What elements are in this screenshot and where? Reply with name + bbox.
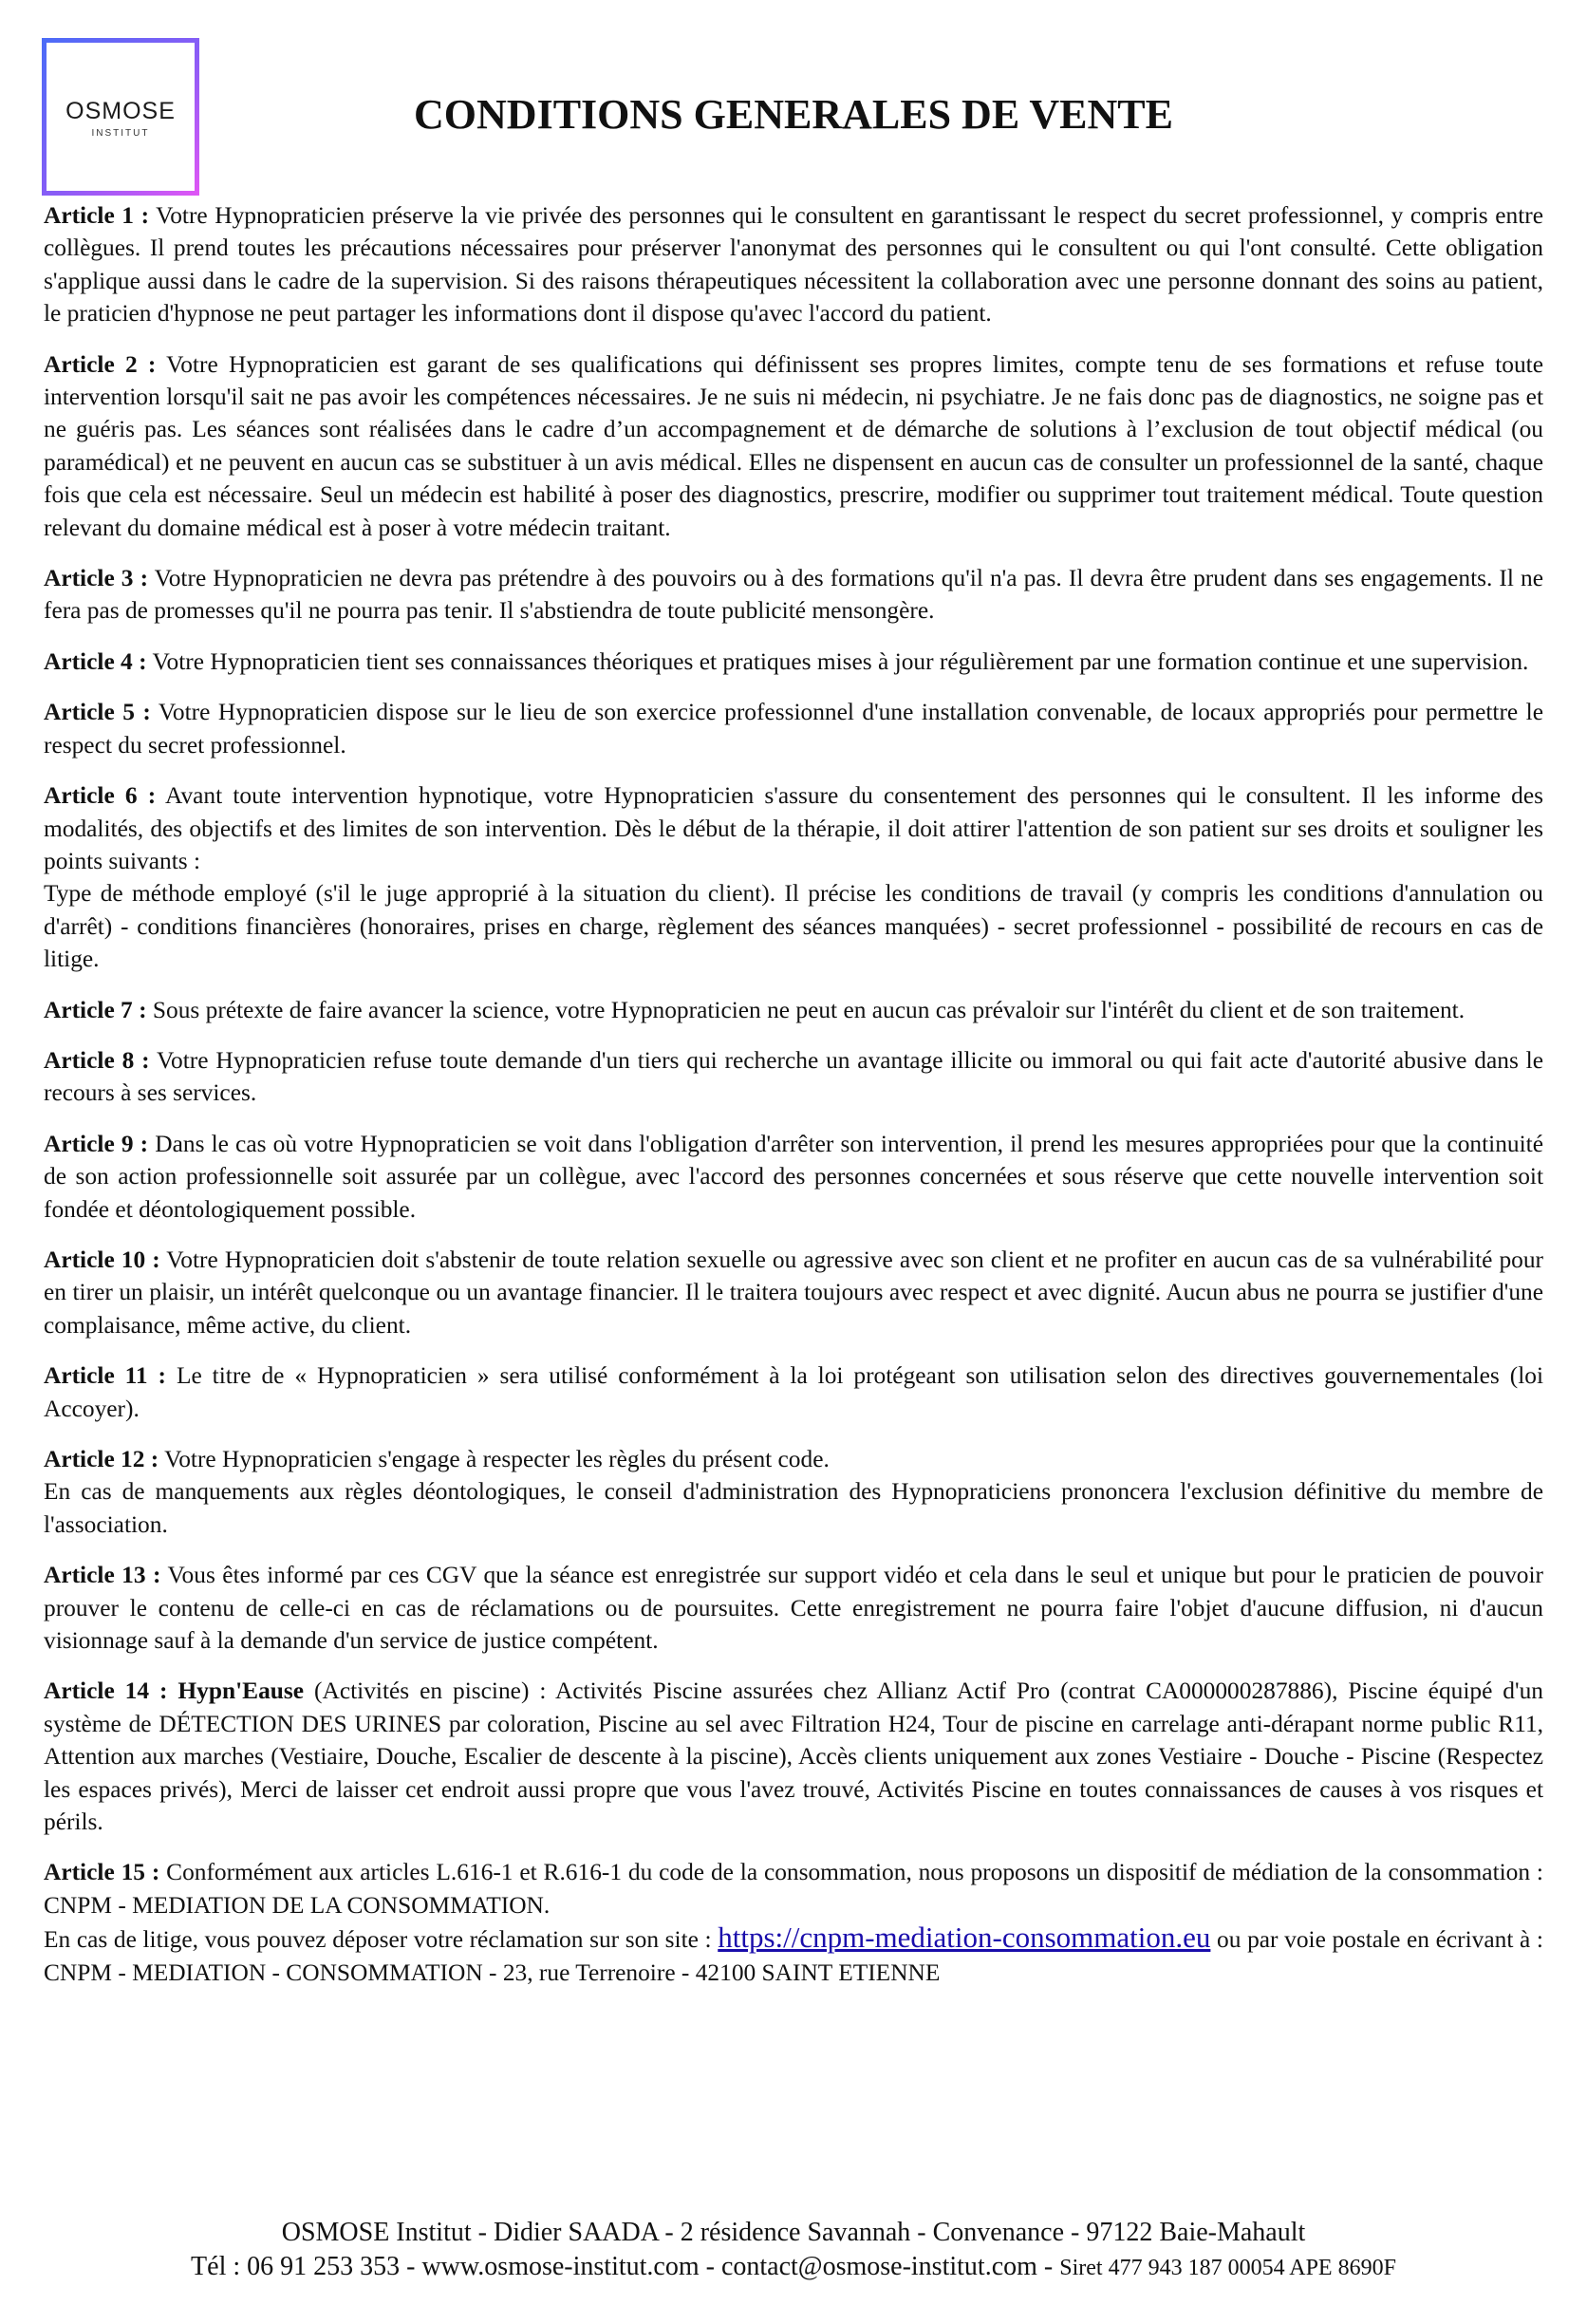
service-name: Hypn'Eause	[177, 1677, 305, 1705]
article-label: Article 15 :	[44, 1859, 160, 1886]
article-5	[44, 696, 1543, 761]
article-text: Votre Hypnopraticien doit s'abstenir de toute relation sexuelle ou agressive avec son client et ne profiter en aucun cas de sa vulnérabilité pour en tirer un plaisir, un intérêt quelconque ou un avantage financier. Il le traitera toujours avec respect et avec dignité. Aucun abus ne pourra se justifier d'une complaisance, même active, du client.	[44, 1246, 1543, 1339]
footer-address: OSMOSE Institut - Didier SAADA - 2 résidence Savannah - Convenance - 97122 Baie-Mahault	[281, 2218, 1306, 2247]
mediation-link[interactable]: https://cnpm-mediation-consommation.eu	[718, 1921, 1211, 1955]
article-label: Article 2 :	[44, 350, 157, 378]
articles-list	[44, 199, 1543, 2007]
article-text: Votre Hypnopraticien ne devra pas prétendre à des pouvoirs ou à des formations qu'il n'a pas. Il devra être prudent dans ses engagements. Il ne fera pas de promesses qu'il ne pourra pas tenir. Il s'abstiendra de toute publicité mensongère.	[44, 565, 1543, 625]
article-label: Article 8 :	[44, 1046, 150, 1074]
article-text-continued: En cas de manquements aux règles déontologiques, le conseil d'administration des Hypnopraticiens prononcera l'exclusion définitive du membre de l'association.	[44, 1478, 1543, 1538]
article-3	[44, 562, 1543, 628]
article-label: Article 10 :	[44, 1246, 160, 1273]
article-text: Votre Hypnopraticien tient ses connaissances théoriques et pratiques mises à jour régulièrement par une formation continue et une supervision.	[152, 647, 1529, 675]
article-10	[44, 1244, 1543, 1341]
article-11	[44, 1359, 1543, 1425]
article-text: Avant toute intervention hypnotique, votre Hypnopraticien s'assure du consentement des personnes qui le consultent. Il les informe des modalités, des objectifs et des limites de son intervention. Dès le début de la thérapie, il doit attirer l'attention de son patient sur ses droits et souligner les points suivants :	[44, 782, 1543, 874]
page-title: CONDITIONS GENERALES DE VENTE	[414, 91, 1173, 138]
article-2	[44, 348, 1543, 544]
article-text: Vous êtes informé par ces CGV que la séance est enregistrée sur support vidéo et cela dans le seul et unique but pour le praticien de pouvoir prouver le contenu de celle-ci en cas de réclamations ou de poursuites. Cette enregistrement ne pourra faire l'objet d'aucune diffusion, ni d'aucun visionnage sauf à la demande d'un service de justice compétent.	[44, 1562, 1543, 1655]
article-text: Dans le cas où votre Hypnopraticien se voit dans l'obligation d'arrêter son intervention, il prend les mesures appropriées pour que la continuité de son action professionnelle soit assurée par un collègue, avec l'accord des personnes concernées et sous réserve que cette nouvelle intervention soit fondée et déontologiquement possible.	[44, 1130, 1543, 1223]
article-7	[44, 994, 1543, 1026]
article-text-continued: Type de méthode employé (s'il le juge approprié à la situation du client). Il précise les conditions de travail (y compris les conditions d'annulation ou d'arrêt) - conditions financières (honoraires, prises en charge, règlement des séances manquées) - secret professionnel - possibilité de recours en cas de litige.	[44, 880, 1543, 973]
footer	[0, 2216, 1587, 2285]
article-13	[44, 1559, 1543, 1657]
article-label: Article 6 :	[44, 782, 157, 810]
article-label: Article 12 :	[44, 1446, 159, 1472]
footer-contact	[0, 2250, 1587, 2285]
article-label: Article 9 :	[44, 1130, 149, 1157]
article-label: Article 11 :	[44, 1362, 167, 1390]
article-label: Article 7 :	[44, 996, 147, 1023]
article-text-continued: En cas de litige, vous pouvez déposer votre réclamation sur son site :	[44, 1926, 712, 1954]
article-text: Votre Hypnopraticien préserve la vie privée des personnes qui le consultent en garantissant le respect du secret professionnel, y compris entre collègues. Il prend toutes les précautions nécessaires pour préserver l'anonymat des personnes qui le consultent ou qui l'ont consulté. Cette obligation s'applique aussi dans le cadre de la supervision. Si des raisons thérapeutiques nécessitent la collaboration avec une personne donnant des soins au patient, le praticien d'hypnose ne peut partager les informations dont il dispose qu'avec l'accord du patient.	[44, 202, 1543, 328]
article-text: Votre Hypnopraticien est garant de ses qualifications qui définissent ses propres limites, compte tenu de ses formations et refuse toute intervention lorsqu'il sait ne pas avoir les compétences nécessaires. Je ne suis ni médecin, ni psychiatre. Je ne fais donc pas de diagnostics, ne soigne pas et ne guéris pas. Les séances sont réalisées dans le cadre d’un accompagnement et de démarche de solutions à l’exclusion de tout objectif médical (ou paramédical) et ne peuvent en aucun cas se substituer à un avis médical. Elles ne dispensent en aucun cas de consulter un professionnel de la santé, chaque fois que cela est nécessaire. Seul un médecin est habilité à poser des diagnostics, prescrire, modifier ou supprimer tout traitement médical. Toute question relevant du domaine médical est à poser à votre médecin traitant.	[44, 350, 1543, 541]
article-text: Sous prétexte de faire avancer la science, votre Hypnopraticien ne peut en aucun cas prévaloir sur l'intérêt du client et de son traitement.	[152, 996, 1466, 1023]
article-text: Votre Hypnopraticien dispose sur le lieu de son exercice professionnel d'une installation convenable, de locaux appropriés pour permettre le respect du secret professionnel.	[44, 699, 1543, 759]
article-label: Article 1 :	[44, 202, 150, 229]
article-text: Votre Hypnopraticien refuse toute demande d'un tiers qui recherche un avantage illicite ou immoral ou qui fait acte d'autorité abusive dans le recours à ses services.	[44, 1046, 1543, 1107]
logo-name: OSMOSE	[65, 98, 176, 124]
article-6	[44, 779, 1543, 975]
article-text: Votre Hypnopraticien s'engage à respecter les règles du présent code.	[164, 1446, 830, 1472]
article-8	[44, 1044, 1543, 1110]
footer-siret: Siret 477 943 187 00054 APE 8690F	[1059, 2256, 1396, 2280]
article-text: Conformément aux articles L.616-1 et R.616-1 du code de la consommation, nous proposons un dispositif de médiation de la consommation : CNPM - MEDIATION DE LA CONSOMMATION.	[44, 1859, 1543, 1919]
logo-subtitle: INSTITUT	[91, 128, 150, 139]
article-label: Article 5 :	[44, 699, 151, 726]
footer-contact-details: Tél : 06 91 253 353 - www.osmose-institut.com - contact@osmose-institut.com -	[191, 2252, 1054, 2281]
article-4	[44, 646, 1543, 678]
article-text-postal: ou par voie postale en écrivant à : CNPM - MEDIATION - CONSOMMATION - 23, rue Terrenoire - 42100 SAINT ETIENNE	[44, 1926, 1543, 1986]
article-label: Article 3 :	[44, 565, 149, 592]
article-15	[44, 1856, 1543, 1989]
article-1	[44, 199, 1543, 330]
article-label: Article 14 :	[44, 1677, 168, 1705]
article-label: Article 4 :	[44, 647, 147, 675]
article-14	[44, 1675, 1543, 1838]
article-text: Le titre de « Hypnopraticien » sera utilisé conformément à la loi protégeant son utilisation selon des directives gouvernementales (loi Accoyer).	[44, 1362, 1543, 1422]
article-9	[44, 1128, 1543, 1226]
article-text: (Activités en piscine) : Activités Piscine assurées chez Allianz Actif Pro (contrat CA000000287886), Piscine équipé d'un système de DÉTECTION DES URINES par coloration, Piscine au sel avec Filtration H24, Tour de piscine en carrelage anti-dérapant norme public R11, Attention aux marches (Vestiaire, Douche, Escalier de descente à la piscine), Accès clients uniquement aux zones Vestiaire - Douche - Piscine (Respectez les espaces privés), Merci de laisser cet endroit aussi propre que vous l'avez trouvé, Activités Piscine en toutes connaissances de causes à vos risques et périls.	[44, 1677, 1543, 1836]
article-12	[44, 1443, 1543, 1541]
article-label: Article 13 :	[44, 1562, 161, 1589]
